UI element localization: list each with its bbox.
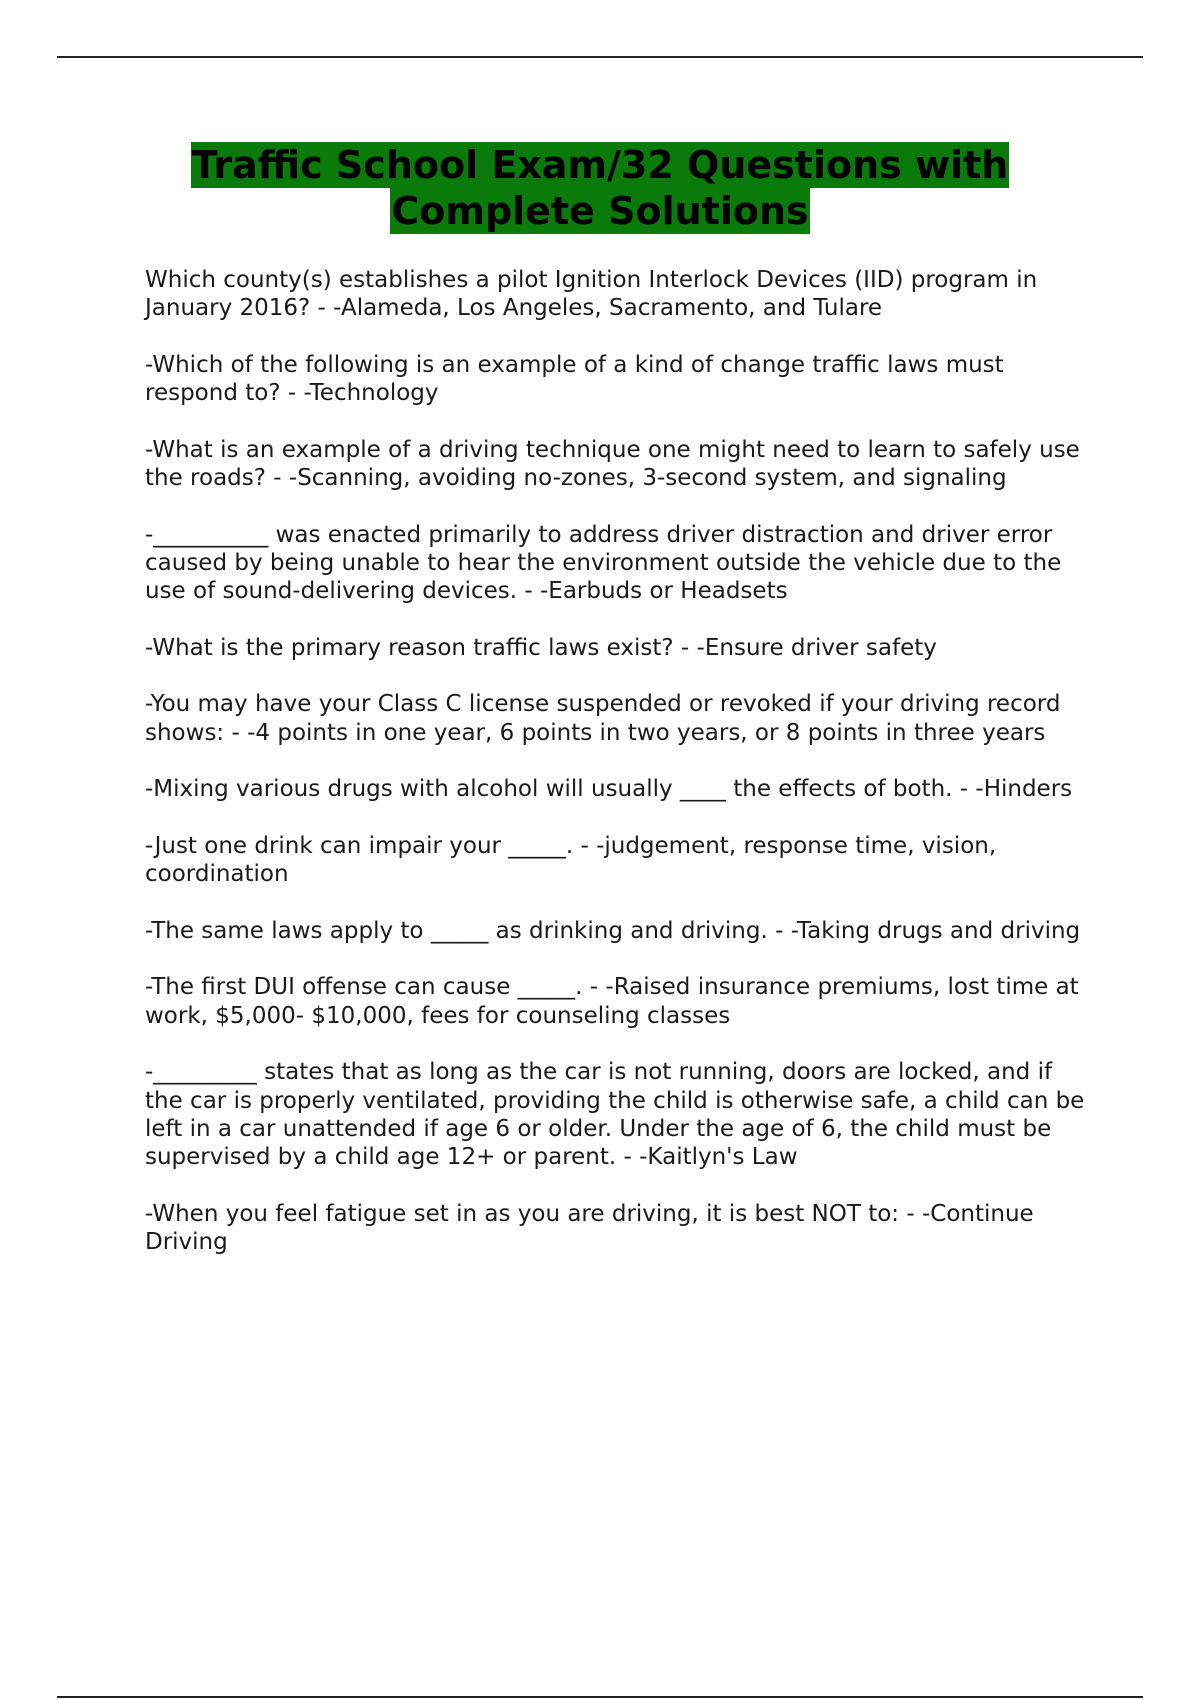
qa-item bbox=[145, 521, 1095, 606]
question-text: -When you feel fatigue set in as you are driving, it is best NOT to: - bbox=[145, 1200, 922, 1227]
question-text: -The first DUI offense can cause _____. - bbox=[145, 974, 606, 1001]
question-text: -What is the primary reason traffic laws exist? - bbox=[145, 634, 697, 661]
answer-text: -Alameda, Los Angeles, Sacramento, and Tulare bbox=[333, 295, 883, 322]
question-text: -You may have your Class C license suspended or revoked if your driving record shows: - bbox=[145, 691, 1061, 746]
qa-item bbox=[145, 775, 1095, 803]
question-text: -_________ states that as long as the car is not running, doors are locked, and if the car is properly ventilated, providing the child is otherwise safe, a child can be left in a car unattended if age 6 or older. Under the age of 6, the child must be supervised by a child age 12+ or parent. - bbox=[145, 1059, 1085, 1171]
question-text: -The same laws apply to _____ as drinking and driving. - bbox=[145, 917, 791, 944]
answer-text: -Continue Driving bbox=[145, 1200, 1034, 1256]
answer-text: -Ensure driver safety bbox=[696, 634, 937, 661]
qa-item bbox=[145, 436, 1095, 493]
bottom-rule bbox=[57, 1696, 1143, 1698]
answer-text: -Technology bbox=[303, 380, 439, 407]
answer-text: -judgement, response time, vision, coordination bbox=[145, 832, 997, 888]
qa-item bbox=[145, 690, 1095, 747]
question-text: -__________ was enacted primarily to address driver distraction and driver error caused by being unable to hear the environment outside the vehicle due to the use of sound-delivering devices. - bbox=[145, 521, 1062, 605]
qa-item bbox=[145, 917, 1095, 945]
title-line-2: Complete Solutions bbox=[391, 189, 809, 233]
top-rule bbox=[57, 56, 1143, 58]
answer-text: -Taking drugs and driving bbox=[790, 917, 1081, 944]
question-text: -Which of the following is an example of a kind of change traffic laws must respond to? - bbox=[145, 351, 1004, 407]
qa-item bbox=[145, 973, 1095, 1030]
answer-text: -Raised insurance premiums, lost time at work, $5,000- $10,000, fees for counseling classes bbox=[145, 974, 1079, 1029]
qa-item bbox=[145, 351, 1095, 408]
question-text: -What is an example of a driving technique one might need to learn to safely use the roads? - bbox=[145, 436, 1080, 492]
title-line-1: Traffic School Exam/32 Questions with bbox=[191, 143, 1009, 187]
question-text: -Mixing various drugs with alcohol will usually ____ the effects of both. - bbox=[145, 776, 976, 803]
answer-text: -Earbuds or Headsets bbox=[540, 578, 788, 605]
qa-item bbox=[145, 832, 1095, 889]
qa-item bbox=[145, 1200, 1095, 1257]
question-answer-list bbox=[145, 266, 1095, 1285]
question-text: Which county(s) establishes a pilot Ignition Interlock Devices (IID) program in January 2016? - bbox=[145, 267, 1038, 322]
answer-text: -4 points in one year, 6 points in two years, or 8 points in three years bbox=[247, 719, 1046, 746]
answer-text: -Scanning, avoiding no-zones, 3-second system, and signaling bbox=[288, 465, 1007, 492]
qa-item bbox=[145, 634, 1095, 662]
qa-item bbox=[145, 1058, 1095, 1171]
qa-item bbox=[145, 266, 1095, 323]
answer-text: -Kaitlyn's Law bbox=[639, 1144, 798, 1171]
answer-text: -Hinders bbox=[975, 776, 1073, 803]
question-text: -Just one drink can impair your _____. - bbox=[145, 832, 597, 859]
document-title bbox=[120, 142, 1080, 234]
